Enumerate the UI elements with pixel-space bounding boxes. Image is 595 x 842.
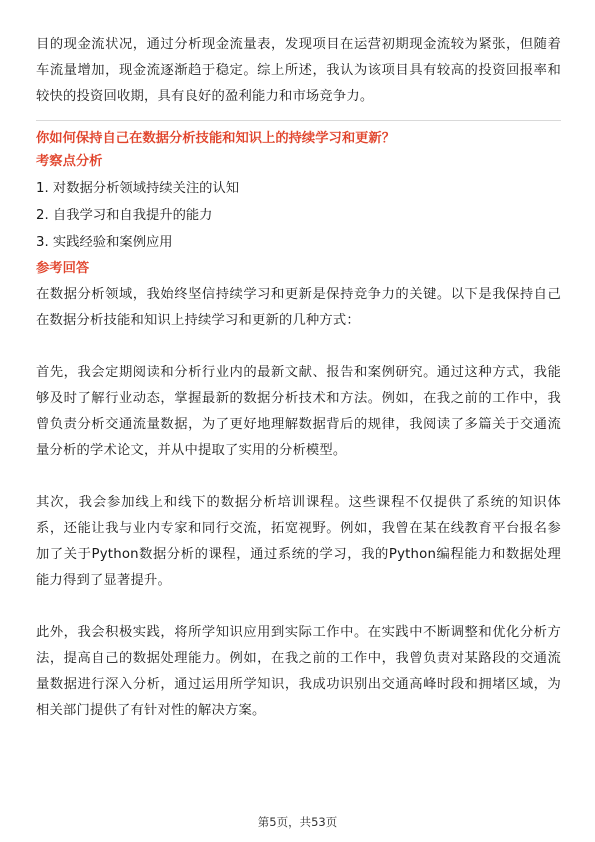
section-divider <box>36 120 561 121</box>
analysis-list <box>36 175 561 256</box>
question-heading: 你如何保持自己在数据分析技能和知识上的持续学习和更新？ <box>36 131 396 146</box>
paragraph-gap <box>36 334 561 360</box>
paragraph-gap <box>36 594 561 620</box>
answer-paragraph: 首先，我会定期阅读和分析行业内的最新文献、报告和案例研究。通过这种方式，我能够及时了解行业动态，掌握最新的数据分析技术和方法。例如，在我之前的工作中，我曾负责分析交通流量数据，为了更好地理解数据背后的规律，我阅读了多篇关于交通流量分析的学术论文，并从中提取了实用的分析模型。 <box>36 365 561 458</box>
answer-paragraph: 此外，我会积极实践，将所学知识应用到实际工作中。在实践中不断调整和优化分析方法，提高自己的数据处理能力。例如，在我之前的工作中，我曾负责对某路段的交通流量数据进行深入分析，通过运用所学知识，我成功识别出交通高峰时段和拥堵区域，为相关部门提供了有针对性的解决方案。 <box>36 625 561 718</box>
analysis-item: 2. 自我学习和自我提升的能力 <box>36 208 213 223</box>
page-footer: 第5页，共53页 <box>257 815 338 829</box>
page-content <box>36 32 561 724</box>
analysis-title: 考察点分析 <box>36 154 103 169</box>
answer-title: 参考回答 <box>36 261 90 276</box>
intro-paragraph: 目的现金流状况，通过分析现金流量表，发现项目在运营初期现金流较为紧张，但随着车流量增加，现金流逐渐趋于稳定。综上所述，我认为该项目具有较高的投资回报率和较快的投资回收期，具有良好的盈利能力和市场竞争力。 <box>36 37 561 104</box>
paragraph-gap <box>36 464 561 490</box>
analysis-item: 3. 实践经验和案例应用 <box>36 235 173 250</box>
analysis-item: 1. 对数据分析领域持续关注的认知 <box>36 181 240 196</box>
answer-paragraph: 在数据分析领域，我始终坚信持续学习和更新是保持竞争力的关键。以下是我保持自己在数据分析技能和知识上持续学习和更新的几种方式： <box>36 287 561 328</box>
answer-paragraph: 其次，我会参加线上和线下的数据分析培训课程。这些课程不仅提供了系统的知识体系，还能让我与业内专家和同行交流，拓宽视野。例如，我曾在某在线教育平台报名参加了关于Python数据分析的课程，通过系统的学习，我的Python编程能力和数据处理能力得到了显著提升。 <box>36 495 561 588</box>
